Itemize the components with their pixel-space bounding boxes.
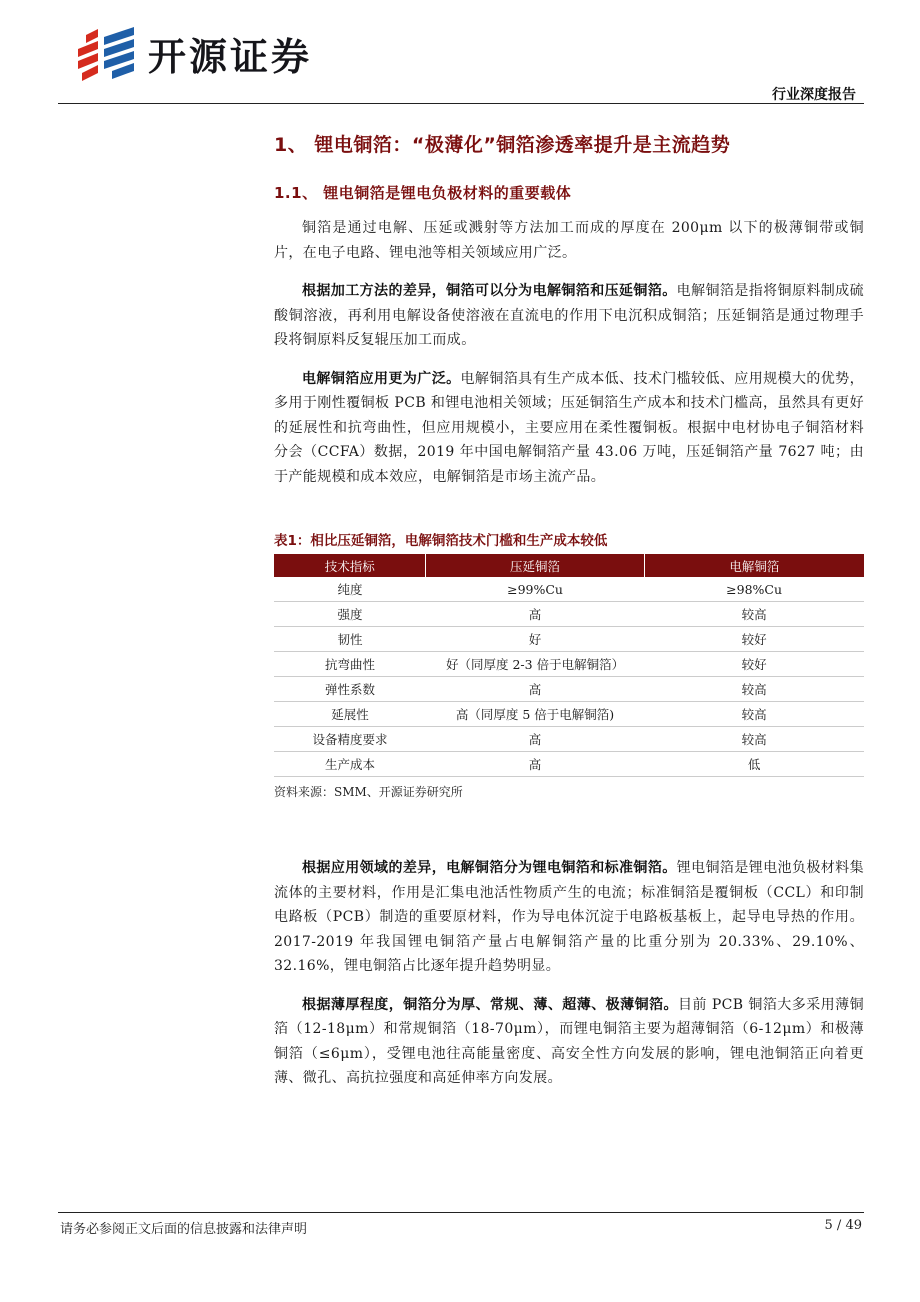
paragraph-lead: 根据加工方法的差异，铜箔可以分为电解铜箔和压延铜箔。: [302, 283, 677, 299]
page-number: 5 / 49: [824, 1218, 862, 1233]
paragraph-lead: 根据薄厚程度，铜箔分为厚、常规、薄、超薄、极薄铜箔。: [302, 996, 678, 1013]
table-cell: 高: [426, 602, 644, 627]
table-row: [274, 577, 864, 602]
paragraph-processing: [274, 279, 864, 353]
paragraph-text: 铜箔是通过电解、压延或溅射等方法加工而成的厚度在 200μm 以下的极薄铜带或铜片，在电子电路、锂电池等相关领域应用广泛。: [274, 220, 864, 261]
comparison-table: [274, 554, 864, 777]
table-cell: 纯度: [274, 577, 426, 602]
table-cell: 设备精度要求: [274, 727, 426, 752]
table-cell: 高: [426, 727, 644, 752]
company-logo: [76, 26, 312, 81]
table-cell: 较好: [644, 652, 864, 677]
table-cell: ≥99%Cu: [426, 577, 644, 602]
table-cell: 弹性系数: [274, 677, 426, 702]
paragraph-lithium-vs-standard: [274, 856, 864, 979]
table-cell: 好: [426, 627, 644, 652]
table-row: [274, 727, 864, 752]
table-row: [274, 702, 864, 727]
header-divider: [58, 103, 864, 104]
table-cell: 较高: [644, 727, 864, 752]
report-type-label: 行业深度报告: [772, 87, 856, 103]
paragraph-application: [274, 367, 864, 490]
main-content: [274, 120, 864, 1105]
subsection-heading: 1.1、 锂电铜箔是锂电负极材料的重要载体: [274, 184, 572, 202]
table-cell: 低: [644, 752, 864, 777]
table-row: [274, 752, 864, 777]
table-source-note: 资料来源：SMM、开源证券研究所: [274, 785, 463, 799]
paragraph-text: 电解铜箔具有生产成本低、技术门槛较低、应用规模大的优势，多用于刚性覆铜板 PCB 和锂电池相关领域；压延铜箔生产成本和技术门槛高，虽然具有更好的延展性和抗弯曲性，但应用规模小，主要应用在柔性覆铜板。根据中电材协电子铜箔材料分会（CCFA）数据，2019 年中国电解铜箔产量 43.06 万吨，压延铜箔产量 7627 吨；由于产能规模和成本效应，电解铜箔是市场主流产品。: [274, 370, 864, 485]
table-cell: 强度: [274, 602, 426, 627]
table-cell: 高: [426, 677, 644, 702]
table-header-row: [274, 554, 864, 577]
table-title: 表1：相比压延铜箔，电解铜箔技术门槛和生产成本较低: [274, 533, 608, 549]
paragraph-thickness: [274, 993, 864, 1091]
table-cell: 抗弯曲性: [274, 652, 426, 677]
page-header: [0, 0, 920, 108]
table-row: [274, 627, 864, 652]
table-row: [274, 602, 864, 627]
footer-disclaimer: 请务必参阅正文后面的信息披露和法律声明: [60, 1222, 308, 1237]
table-cell: 较好: [644, 627, 864, 652]
table-cell: 好（同厚度 2-3 倍于电解铜箔）: [426, 652, 644, 677]
header-cell: 电解铜箔: [644, 554, 864, 577]
header-cell: 技术指标: [274, 554, 426, 577]
table-row: [274, 652, 864, 677]
table-cell: 生产成本: [274, 752, 426, 777]
paragraph-text: 锂电铜箔是锂电池负极材料集流体的主要材料，作用是汇集电池活性物质产生的电流；标准铜箔是覆铜板（CCL）和印制电路板（PCB）制造的重要原材料，作为导电体沉淀于电路板基板上，起导电导热的作用。2017-2019 年我国锂电铜箔产量占电解铜箔产量的比重分别为 20.33%、29.10%、32.16%，锂电铜箔占比逐年提升趋势明显。: [274, 860, 864, 974]
section-heading: 1、 锂电铜箔：“极薄化”铜箔渗透率提升是主流趋势: [274, 134, 731, 156]
table-cell: 韧性: [274, 627, 426, 652]
table-row: [274, 677, 864, 702]
logo-text: 开源证券: [148, 35, 313, 79]
table-cell: 较高: [644, 702, 864, 727]
paragraph-definition: [274, 216, 864, 265]
table-cell: ≥98%Cu: [644, 577, 864, 602]
table-cell: 延展性: [274, 702, 426, 727]
logo-mark-icon: [76, 27, 138, 81]
table-cell: 高（同厚度 5 倍于电解铜箔): [426, 702, 644, 727]
footer-divider: [58, 1212, 864, 1213]
table-cell: 较高: [644, 677, 864, 702]
table-cell: 较高: [644, 602, 864, 627]
paragraph-text: 目前 PCB 铜箔大多采用薄铜箔（12-18μm）和常规铜箔（18-70μm），而锂电铜箔主要为超薄铜箔（6-12μm）和极薄铜箔（≤6μm），受锂电池往高能量密度、高安全性方向发展的影响，锂电池铜箔正向着更薄、微孔、高抗拉强度和高延伸率方向发展。: [274, 996, 864, 1086]
paragraph-text: 电解铜箔是指将铜原料制成硫酸铜溶液，再利用电解设备使溶液在直流电的作用下电沉积成铜箔；压延铜箔是通过物理手段将铜原料反复辊压加工而成。: [274, 283, 864, 348]
table-cell: 高: [426, 752, 644, 777]
paragraph-lead: 根据应用领域的差异，电解铜箔分为锂电铜箔和标准铜箔。: [302, 860, 677, 876]
paragraph-lead: 电解铜箔应用更为广泛。: [302, 370, 461, 387]
header-cell: 压延铜箔: [426, 554, 644, 577]
